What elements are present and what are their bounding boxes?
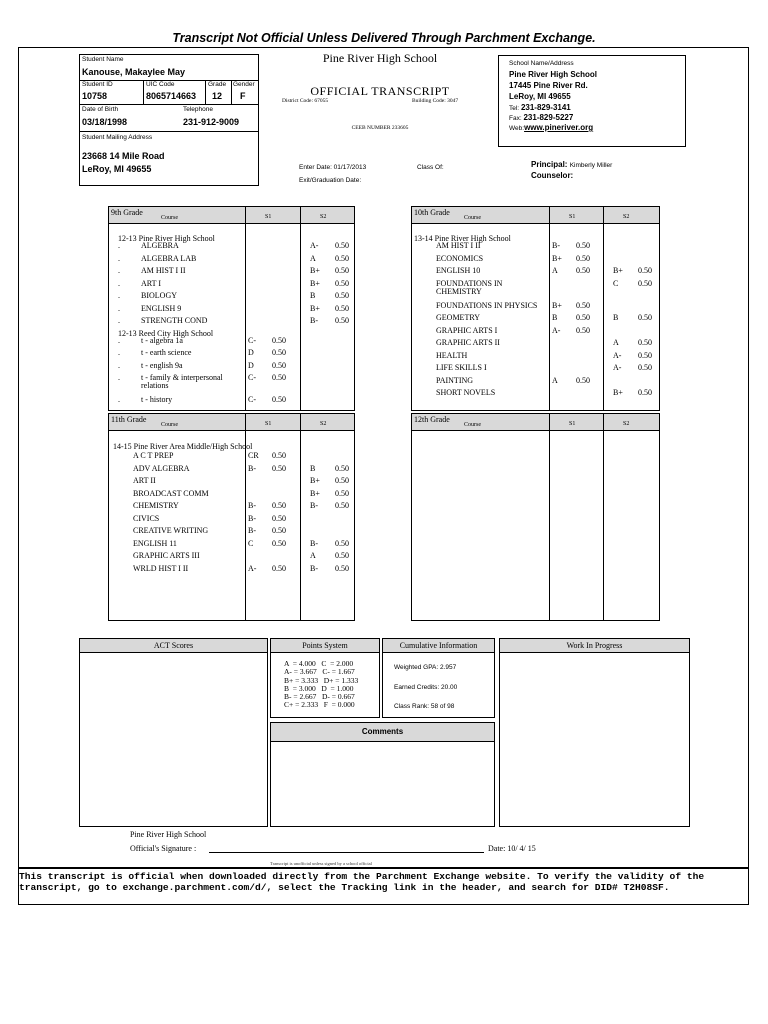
row-bullet: . xyxy=(118,241,120,250)
grade-11-box xyxy=(108,413,355,621)
address-line2: LeRoy, MI 49655 xyxy=(82,164,152,174)
s2-grade: B xyxy=(613,313,619,322)
course-name: CREATIVE WRITING xyxy=(133,526,209,535)
s1-grade: C xyxy=(248,538,254,548)
row-bullet: . xyxy=(118,373,120,382)
points-system-title: Points System xyxy=(271,639,379,653)
signature-label: Official's Signature : xyxy=(130,844,197,853)
points-table xyxy=(284,660,358,710)
principal-label: Principal: xyxy=(531,160,568,169)
s1-credit: 0.50 xyxy=(272,348,286,357)
column-divider xyxy=(603,414,604,620)
s2-credit: 0.50 xyxy=(335,291,349,300)
s2-credit: 0.50 xyxy=(335,476,349,485)
s1-credit: 0.50 xyxy=(576,241,590,250)
course-name: BIOLOGY xyxy=(141,291,177,300)
s1-credit: 0.50 xyxy=(272,526,286,535)
s1-col-label: S1 xyxy=(265,214,272,220)
course-name: ENGLISH 10 xyxy=(436,266,481,275)
act-scores-panel xyxy=(79,638,268,827)
course-name: t - earth science xyxy=(141,348,192,357)
course-name: ART I xyxy=(141,278,162,288)
s1-credit: 0.50 xyxy=(272,463,286,473)
s1-grade: B- xyxy=(248,501,256,510)
s2-credit: 0.50 xyxy=(335,538,349,548)
phone-value: 231-912-9009 xyxy=(183,117,240,127)
gender-value: F xyxy=(240,91,246,101)
points-line: B+ = 3.333 D+ = 1.333 xyxy=(284,675,359,685)
school-section-header: 12-13 Reed City High School xyxy=(118,328,214,338)
exit-date: Exit/Graduation Date: xyxy=(299,177,362,184)
fax-value: 231-829-5227 xyxy=(523,113,574,122)
s1-credit: 0.50 xyxy=(272,373,286,382)
tel-label: Tel: xyxy=(509,105,520,112)
s1-credit: 0.50 xyxy=(576,313,590,322)
student-id: 10758 xyxy=(82,91,108,101)
s1-grade: D xyxy=(248,348,254,357)
s2-credit: 0.50 xyxy=(335,551,349,560)
course-name: STRENGTH COND xyxy=(141,316,208,325)
course-name-cont: CHEMISTRY xyxy=(436,286,482,296)
address-line1: 23668 14 Mile Road xyxy=(82,151,165,161)
school-name: Pine River High School xyxy=(509,70,598,79)
s2-grade: A xyxy=(310,253,316,263)
s2-grade: B- xyxy=(310,538,318,548)
row-bullet: . xyxy=(118,291,120,300)
course-name: t - algebra 1a xyxy=(141,335,183,345)
course-name: CIVICS xyxy=(133,513,160,523)
cumulative-title: Cumulative Information xyxy=(383,639,494,653)
grade-value: 12 xyxy=(212,91,223,101)
student-name-label: Student Name xyxy=(82,56,124,63)
course-name: AM HIST I II xyxy=(436,241,481,250)
course-name: ADV ALGEBRA xyxy=(133,463,190,473)
s1-grade: B- xyxy=(248,463,256,473)
row-bullet: . xyxy=(118,253,120,263)
student-info-box xyxy=(79,54,259,186)
s2-grade: A xyxy=(613,338,619,347)
column-divider xyxy=(549,414,550,620)
row-bullet: . xyxy=(118,360,120,370)
student-dob-row xyxy=(80,105,258,132)
s1-credit: 0.50 xyxy=(272,360,286,370)
row-bullet: . xyxy=(118,303,120,313)
dob-value: 03/18/1998 xyxy=(82,117,128,127)
ceeb-number: CEEB NUMBER 233605 xyxy=(351,125,409,131)
s1-credit: 0.50 xyxy=(272,563,286,573)
s1-grade: B- xyxy=(248,526,256,535)
points-line: A = 4.000 C = 2.000 xyxy=(284,659,354,668)
s1-credit: 0.50 xyxy=(272,501,286,510)
s2-credit: 0.50 xyxy=(335,316,349,325)
course-name: GRAPHIC ARTS II xyxy=(436,338,500,347)
s2-col-label: S2 xyxy=(320,214,327,220)
footer-rule xyxy=(18,867,749,869)
course-name: A C T PREP xyxy=(133,451,174,460)
s2-credit: 0.50 xyxy=(335,266,349,275)
s2-grade: B- xyxy=(310,563,318,573)
grade-10-box xyxy=(411,206,660,411)
doc-title: OFFICIAL TRANSCRIPT xyxy=(310,84,450,98)
grade-title: 12th Grade xyxy=(414,415,450,424)
district-code: District Code: 67055 xyxy=(282,98,329,104)
s1-grade: A xyxy=(552,375,558,385)
course-name: WRLD HIST I II xyxy=(133,563,189,573)
s2-grade: A- xyxy=(613,350,622,360)
school-section-header: 14-15 Pine River Area Middle/High School xyxy=(113,442,253,451)
school-title: Pine River High School xyxy=(322,51,438,65)
s2-credit: 0.50 xyxy=(638,363,652,372)
principal-line xyxy=(531,160,612,169)
course-name: ALGEBRA xyxy=(141,241,179,250)
building-code: Building Code: 3047 xyxy=(412,98,459,104)
s1-credit: 0.50 xyxy=(576,253,590,263)
grade-header xyxy=(412,207,659,224)
s2-credit: 0.50 xyxy=(335,463,349,473)
s2-credit: 0.50 xyxy=(638,313,652,322)
grade-header xyxy=(109,207,354,224)
column-divider xyxy=(300,207,301,410)
course-name: ALGEBRA LAB xyxy=(141,253,197,263)
column-divider xyxy=(603,207,604,410)
work-in-progress-title: Work In Progress xyxy=(500,639,689,653)
web-label: Web: xyxy=(509,125,525,132)
course-name: GRAPHIC ARTS I xyxy=(436,325,498,335)
course-name: AM HIST I II xyxy=(141,266,186,275)
s2-grade: B+ xyxy=(310,476,320,485)
counselor-label: Counselor: xyxy=(531,171,574,180)
course-col-label: Course xyxy=(464,215,481,221)
s1-credit: 0.50 xyxy=(576,300,590,310)
points-line: C+ = 2.333 F = 0.000 xyxy=(284,700,355,710)
phone-label: Telephone xyxy=(183,106,213,113)
s2-credit: 0.50 xyxy=(335,488,349,498)
s1-grade: C- xyxy=(248,395,256,404)
s2-credit: 0.50 xyxy=(335,253,349,263)
student-name-row xyxy=(80,55,258,81)
s1-grade: A- xyxy=(248,563,257,573)
s1-col-label: S1 xyxy=(569,214,576,220)
dob-label: Date of Birth xyxy=(82,106,119,113)
s2-grade: B+ xyxy=(310,488,320,498)
s1-credit: 0.50 xyxy=(272,538,286,548)
tel-value: 231-829-3141 xyxy=(520,103,571,112)
grade-12-box xyxy=(411,413,660,621)
course-name: FOUNDATIONS IN xyxy=(436,278,503,288)
points-line: B = 3.000 D = 1.000 xyxy=(284,683,354,693)
s2-col-label: S2 xyxy=(623,214,630,220)
s2-grade: B xyxy=(310,463,316,473)
course-name: CHEMISTRY xyxy=(133,501,179,510)
course-name: ENGLISH 11 xyxy=(133,538,177,548)
s2-grade: B- xyxy=(310,316,318,325)
column-divider xyxy=(549,207,550,410)
course-name: t - english 9a xyxy=(141,360,183,370)
s2-credit: 0.50 xyxy=(335,278,349,288)
signature-fine-print: Transcript is unofficial unless signed by a school official xyxy=(270,861,372,866)
enter-date: Enter Date: 01/17/2013 xyxy=(299,164,367,171)
s1-col-label: S1 xyxy=(265,421,272,427)
s2-grade: B+ xyxy=(613,388,623,397)
work-in-progress-panel xyxy=(499,638,690,827)
school-street: 17445 Pine River Rd. xyxy=(509,81,588,90)
s1-credit: 0.50 xyxy=(576,375,590,385)
earned-credits: Earned Credits: 20.00 xyxy=(394,684,458,691)
address-label: Student Mailing Address xyxy=(82,134,153,141)
row-bullet: . xyxy=(118,395,120,404)
s1-grade: A xyxy=(552,266,558,275)
course-name: PAINTING xyxy=(436,375,474,385)
footer-verification-note: This transcript is official when downloaded directly from the Parchment Exchange website. To verify the validity of the transcript, go to exchange.parchment.com/d/, select the Tracking link in the header, and search for DID# T2H08SF. xyxy=(19,871,705,893)
points-system-panel xyxy=(270,638,380,718)
school-tel xyxy=(509,103,571,112)
row-bullet: . xyxy=(118,278,120,288)
parchment-banner: Transcript Not Official Unless Delivered Through Parchment Exchange. xyxy=(172,31,596,45)
school-box-label: School Name/Address xyxy=(509,60,574,67)
s2-credit: 0.50 xyxy=(335,563,349,573)
student-id-row xyxy=(80,81,258,105)
school-city: LeRoy, MI 49655 xyxy=(509,92,571,101)
s2-grade: B+ xyxy=(310,278,320,288)
s1-credit: 0.50 xyxy=(576,266,590,275)
fax-label: Fax: xyxy=(509,115,522,122)
s2-grade: B+ xyxy=(310,266,320,275)
signature-line[interactable] xyxy=(209,852,484,853)
points-line: A- = 3.667 C- = 1.667 xyxy=(284,667,355,677)
cumulative-panel xyxy=(382,638,495,718)
principal-name: Kimberly Miller xyxy=(569,162,613,169)
s1-grade: C- xyxy=(248,335,256,345)
s1-credit: 0.50 xyxy=(272,451,286,460)
course-name: GEOMETRY xyxy=(436,313,480,322)
s2-col-label: S2 xyxy=(320,421,327,427)
s2-col-label: S2 xyxy=(623,421,630,427)
signature-school: Pine River High School xyxy=(130,830,207,839)
act-scores-title: ACT Scores xyxy=(80,639,267,653)
signature-date: Date: 10/ 4/ 15 xyxy=(488,844,536,853)
s2-credit: 0.50 xyxy=(638,338,652,347)
comments-title: Comments xyxy=(271,723,494,742)
s1-credit: 0.50 xyxy=(272,335,286,345)
school-section-header: 12-13 Pine River High School xyxy=(118,234,215,243)
s2-grade: B+ xyxy=(613,266,623,275)
course-name: ECONOMICS xyxy=(436,253,484,263)
school-address-box xyxy=(498,55,686,147)
s1-credit: 0.50 xyxy=(272,395,286,404)
course-col-label: Course xyxy=(161,215,178,221)
s1-grade: A- xyxy=(552,325,561,335)
s1-col-label: S1 xyxy=(569,421,576,427)
grade-title: 10th Grade xyxy=(414,208,450,217)
school-fax xyxy=(509,113,573,122)
s2-credit: 0.50 xyxy=(335,241,349,250)
school-web xyxy=(509,123,593,132)
s1-credit: 0.50 xyxy=(272,513,286,523)
column-divider xyxy=(245,207,246,410)
row-bullet: . xyxy=(118,348,120,357)
s1-grade: B- xyxy=(552,241,560,250)
course-name: LIFE SKILLS I xyxy=(436,363,487,372)
course-col-label: Course xyxy=(161,422,178,428)
s1-grade: D xyxy=(248,360,254,370)
course-name: t - history xyxy=(141,395,173,404)
s2-grade: A- xyxy=(310,241,319,250)
s1-credit: 0.50 xyxy=(576,325,590,335)
s2-credit: 0.50 xyxy=(638,388,652,397)
grade-header xyxy=(412,414,659,431)
course-name: FOUNDATIONS IN PHYSICS xyxy=(436,300,538,310)
course-name-cont: relations xyxy=(141,381,169,390)
grade-header xyxy=(109,414,354,431)
comments-panel xyxy=(270,722,495,827)
uic-code: 8065714663 xyxy=(146,91,197,101)
student-name: Kanouse, Makaylee May xyxy=(82,67,186,77)
course-name: ENGLISH 9 xyxy=(141,303,182,313)
s2-grade: B xyxy=(310,291,316,300)
course-name: SHORT NOVELS xyxy=(436,388,496,397)
course-name: HEALTH xyxy=(436,350,468,360)
row-bullet: . xyxy=(118,266,120,275)
student-id-label: Student ID xyxy=(82,81,113,88)
s1-grade: CR xyxy=(248,451,259,460)
s2-credit: 0.50 xyxy=(335,501,349,510)
weighted-gpa: Weighted GPA: 2.957 xyxy=(394,664,457,671)
s2-credit: 0.50 xyxy=(638,350,652,360)
s2-grade: A xyxy=(310,551,316,560)
points-line: B- = 2.667 D- = 0.667 xyxy=(284,692,355,702)
s2-grade: B+ xyxy=(310,303,320,313)
course-name: GRAPHIC ARTS III xyxy=(133,551,200,560)
s2-credit: 0.50 xyxy=(638,278,652,288)
course-name: BROADCAST COMM xyxy=(133,488,209,498)
course-name: ART II xyxy=(133,476,156,485)
grade-label: Grade xyxy=(208,81,227,88)
s1-grade: C- xyxy=(248,373,256,382)
course-col-label: Course xyxy=(464,422,481,428)
grade-title: 9th Grade xyxy=(111,208,143,217)
class-rank: Class Rank: 58 of 98 xyxy=(394,703,455,710)
gender-label: Gender xyxy=(233,81,255,88)
school-section-header: 13-14 Pine River High School xyxy=(414,234,511,243)
grade-title: 11th Grade xyxy=(111,415,147,424)
school-website-link[interactable]: www.pineriver.org xyxy=(524,123,594,132)
row-bullet: . xyxy=(118,316,120,325)
uic-label: UIC Code xyxy=(146,81,175,88)
s1-grade: B+ xyxy=(552,300,562,310)
s2-grade: A- xyxy=(613,363,622,372)
grade-9-box xyxy=(108,206,355,411)
s2-grade: B- xyxy=(310,501,318,510)
s2-credit: 0.50 xyxy=(335,303,349,313)
class-of: Class Of: xyxy=(417,164,444,171)
s1-grade: B xyxy=(552,313,558,322)
s2-grade: C xyxy=(613,278,619,288)
row-bullet: . xyxy=(118,335,120,345)
column-divider xyxy=(300,414,301,620)
s1-grade: B- xyxy=(248,513,256,523)
s1-grade: B+ xyxy=(552,253,562,263)
s2-credit: 0.50 xyxy=(638,266,652,275)
course-name: t - family & interpersonal xyxy=(141,373,223,382)
